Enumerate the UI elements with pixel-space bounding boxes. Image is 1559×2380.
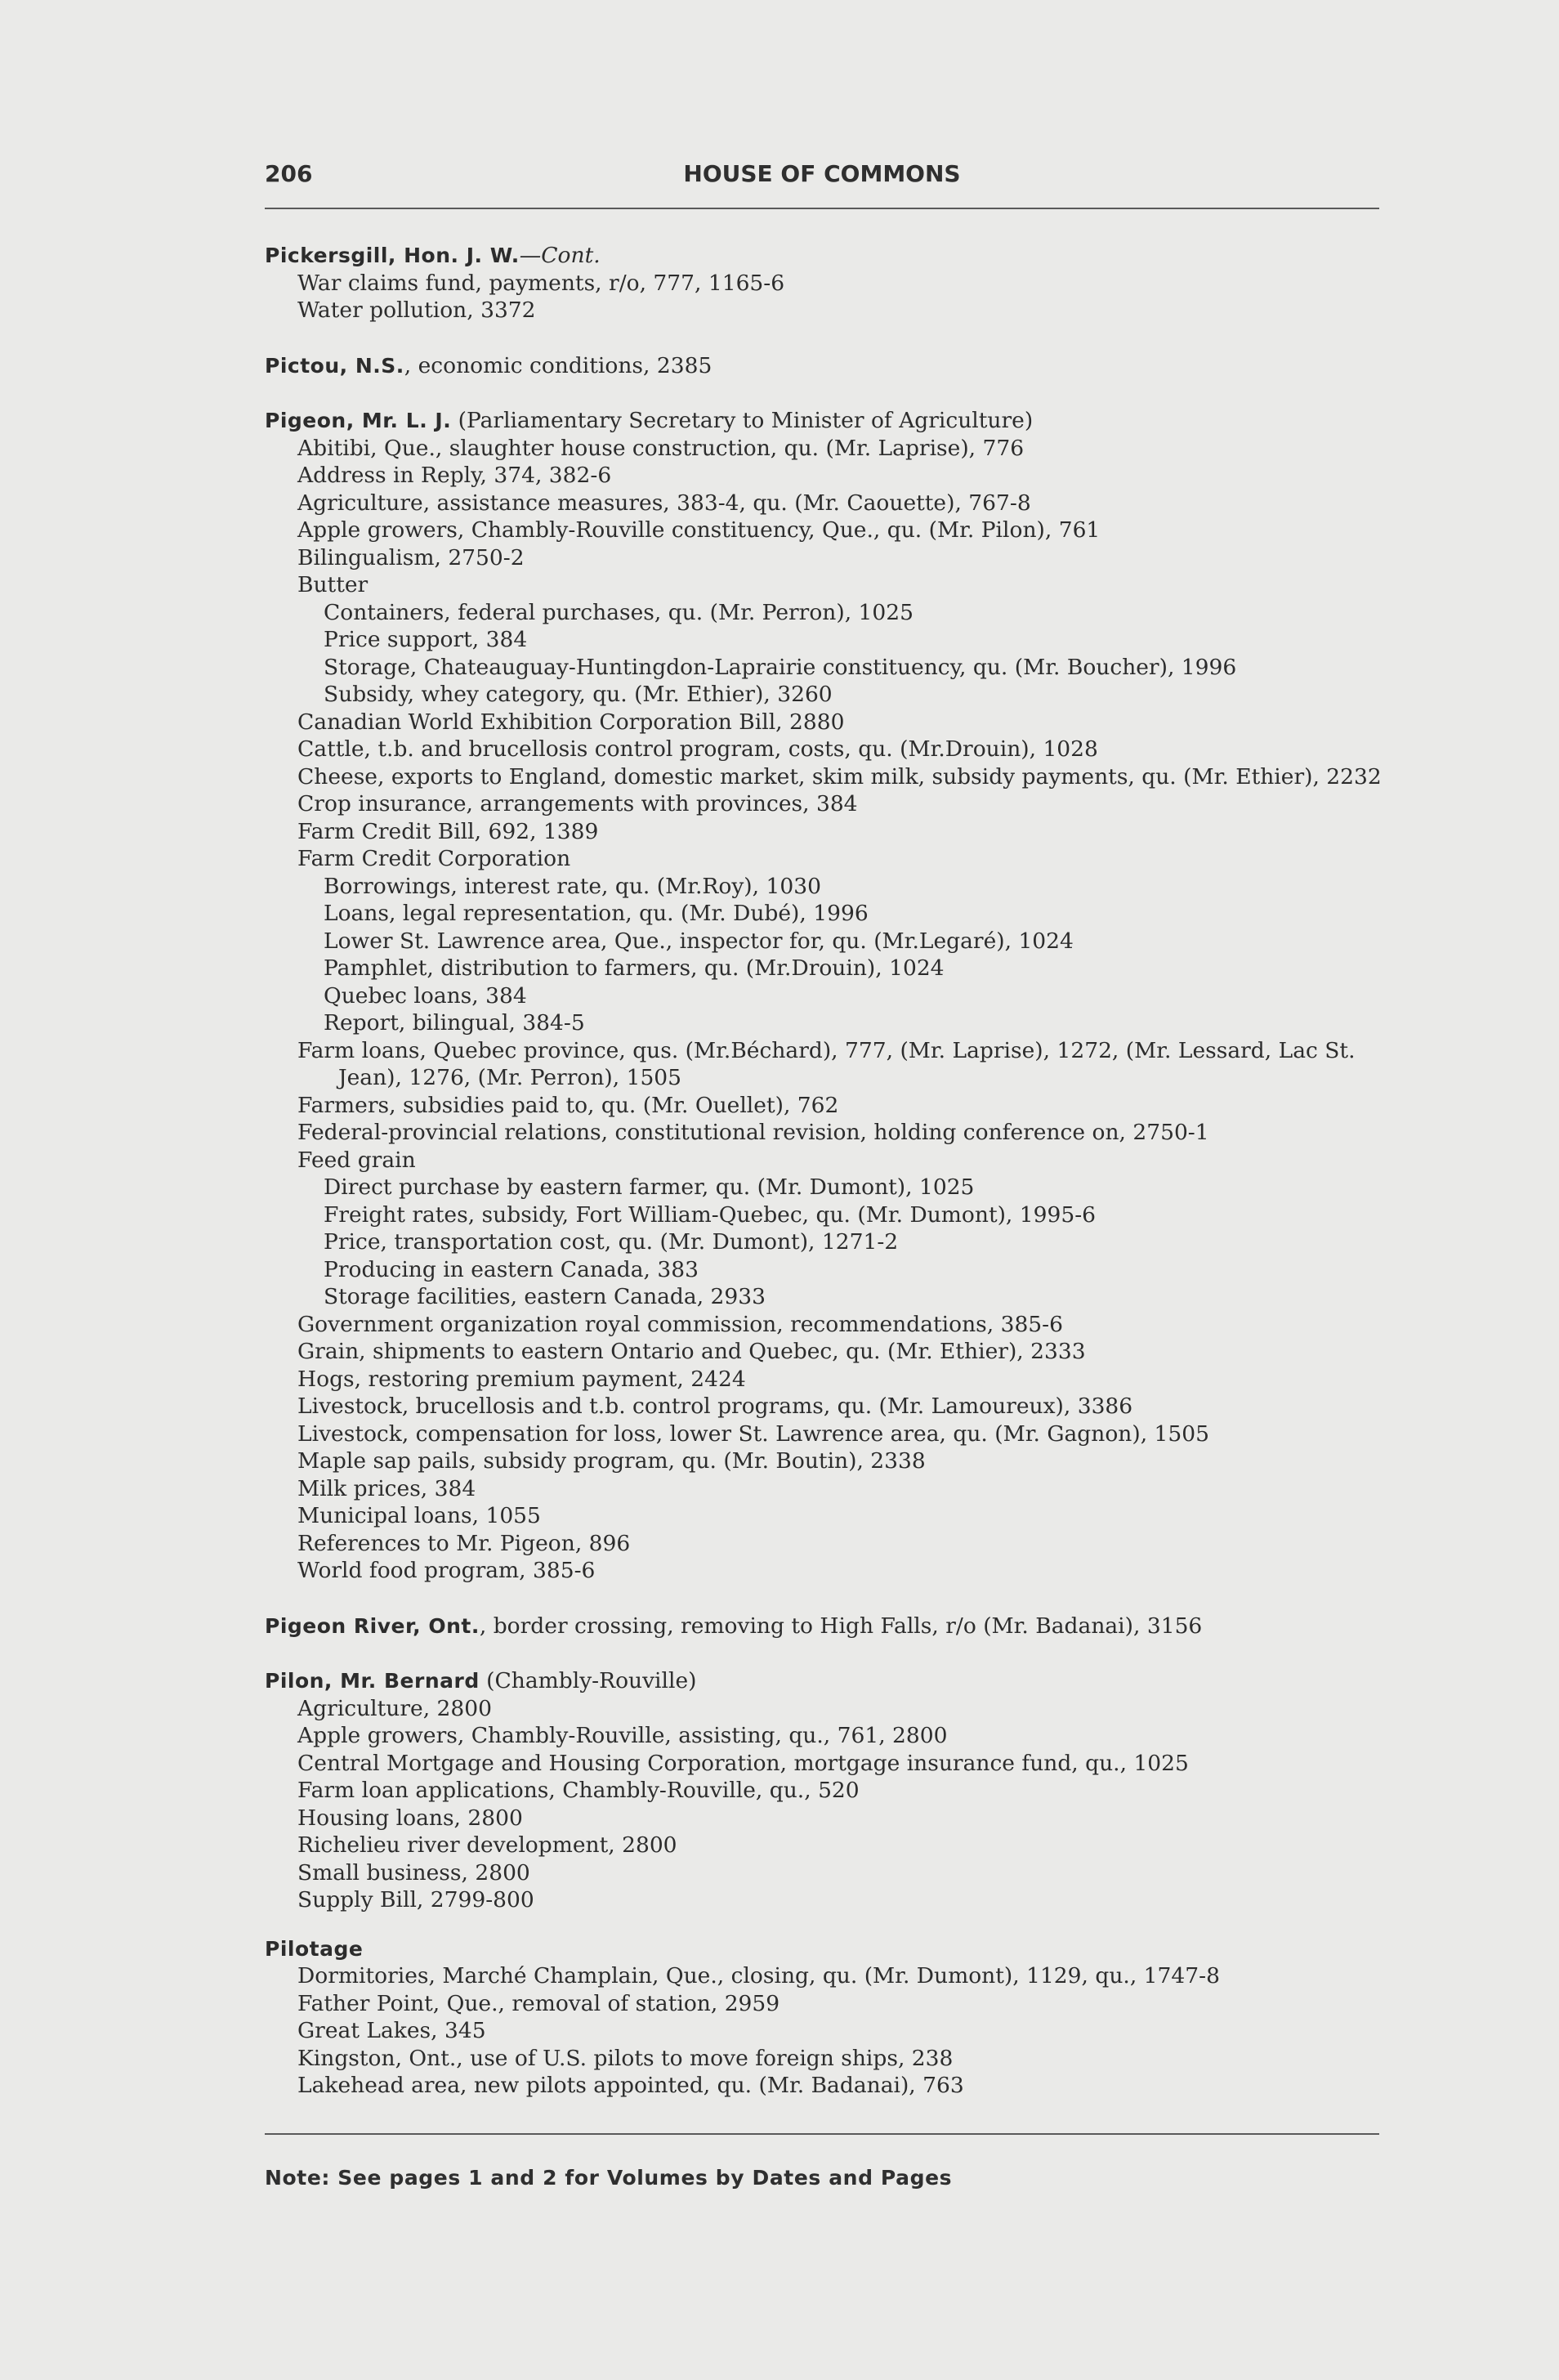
entry-name: Pigeon River, Ont. xyxy=(265,1613,480,1638)
entry-item: World food program, 385-6 xyxy=(297,1558,596,1583)
entry-item: Hogs, restoring premium payment, 2424 xyxy=(297,1366,746,1392)
entry-item: Bilingualism, 2750-2 xyxy=(297,544,525,570)
entry-name: Pickersgill, Hon. J. W. xyxy=(265,244,520,267)
entry-text: (Parliamentary Secretary to Minister of Agriculture) xyxy=(451,408,1034,433)
entry-item: Farm loans, Quebec province, qus. (Mr.Béchard), 777, (Mr. Laprise), 1272, (Mr. Lessard, Lac St. Jean), 1276, (Mr. Perron), 1505 xyxy=(297,1037,1356,1090)
entry-subitem: Pamphlet, distribution to farmers, qu. (Mr.Drouin), 1024 xyxy=(324,955,945,981)
entry-continued: —Cont. xyxy=(519,243,601,268)
index-entry xyxy=(265,1613,1400,1640)
entry-subitem: Loans, legal representation, qu. (Mr. Dubé), 1996 xyxy=(324,901,869,926)
entry-heading xyxy=(265,352,1400,380)
entry-subitem: Storage, Chateauguay-Huntingdon-Laprairie constituency, qu. (Mr. Boucher), 1996 xyxy=(324,654,1237,680)
entry-item: Farmers, subsidies paid to, qu. (Mr. Ouellet), 762 xyxy=(297,1092,839,1118)
entry-item: Agriculture, assistance measures, 383-4, qu. (Mr. Caouette), 767-8 xyxy=(297,490,1031,516)
entry-item: Feed grain xyxy=(297,1147,416,1173)
entry-item: Federal-provincial relations, constitutional revision, holding conference on, 2750-1 xyxy=(297,1120,1209,1145)
entry-item: Government organization royal commission, recommendations, 385-6 xyxy=(297,1311,1063,1337)
entry-subitem: Lower St. Lawrence area, Que., inspector for, qu. (Mr.Legaré), 1024 xyxy=(324,928,1074,954)
entry-subitem: Containers, federal purchases, qu. (Mr. Perron), 1025 xyxy=(324,599,914,625)
entry-item: Richelieu river development, 2800 xyxy=(297,1832,677,1858)
entry-item: Farm Credit Bill, 692, 1389 xyxy=(297,818,599,844)
entry-heading xyxy=(265,1935,1400,1963)
entry-subitem: Freight rates, subsidy, Fort William-Quebec, qu. (Mr. Dumont), 1995-6 xyxy=(324,1201,1097,1228)
entry-item: Small business, 2800 xyxy=(297,1859,530,1886)
entry-item: References to Mr. Pigeon, 896 xyxy=(297,1530,631,1556)
entry-item: Agriculture, 2800 xyxy=(297,1695,492,1721)
entry-heading xyxy=(265,407,1400,435)
entry-item: Dormitories, Marché Champlain, Que., closing, qu. (Mr. Dumont), 1129, qu., 1747-8 xyxy=(297,1963,1220,1989)
entry-item: Farm loan applications, Chambly-Rouville, qu., 520 xyxy=(297,1778,860,1803)
entry-item: Apple growers, Chambly-Rouville, assisting, qu., 761, 2800 xyxy=(297,1723,948,1748)
entry-heading xyxy=(265,242,1400,270)
entry-name: Pictou, N.S. xyxy=(265,353,404,378)
entry-item: Municipal loans, 1055 xyxy=(297,1503,541,1528)
entry-item: Water pollution, 3372 xyxy=(297,298,536,323)
footer-note: Note: See pages 1 and 2 for Volumes by Dates and Pages xyxy=(265,2166,953,2190)
entry-name: Pilotage xyxy=(265,1936,364,1961)
entry-subitem: Report, bilingual, 384-5 xyxy=(324,1010,585,1036)
entry-item: Crop insurance, arrangements with provinces, 384 xyxy=(297,791,858,816)
entry-item: Livestock, compensation for loss, lower St. Lawrence area, qu. (Mr. Gagnon), 1505 xyxy=(297,1420,1209,1447)
entry-heading xyxy=(265,1667,1400,1695)
entry-item: Kingston, Ont., use of U.S. pilots to move foreign ships, 238 xyxy=(297,2045,954,2071)
entry-subitem: Direct purchase by eastern farmer, qu. (Mr. Dumont), 1025 xyxy=(324,1174,975,1200)
entry-item: Canadian World Exhibition Corporation Bill, 2880 xyxy=(297,709,845,735)
entry-item: Farm Credit Corporation xyxy=(297,846,571,871)
entry-item: Cheese, exports to England, domestic market, skim milk, subsidy payments, qu. (Mr. Ethier), 2232 xyxy=(297,763,1382,790)
entry-name: Pilon, Mr. Bernard xyxy=(265,1669,480,1693)
entry-item: Great Lakes, 345 xyxy=(297,2018,486,2043)
entry-item: Maple sap pails, subsidy program, qu. (Mr. Boutin), 2338 xyxy=(297,1448,926,1474)
footer-rule xyxy=(265,2133,1379,2135)
entry-subitem: Subsidy, whey category, qu. (Mr. Ethier), 3260 xyxy=(324,682,833,707)
entry-text: , economic conditions, 2385 xyxy=(404,352,712,378)
header-rule xyxy=(265,208,1379,209)
index-entry xyxy=(265,1935,1400,2100)
entry-item: Housing loans, 2800 xyxy=(297,1805,523,1831)
entry-item: Cattle, t.b. and brucellosis control program, costs, qu. (Mr.Drouin), 1028 xyxy=(297,736,1098,762)
entry-subitem: Quebec loans, 384 xyxy=(324,982,527,1009)
entry-subitem: Price, transportation cost, qu. (Mr. Dumont), 1271-2 xyxy=(324,1229,899,1255)
entry-item: Central Mortgage and Housing Corporation, mortgage insurance fund, qu., 1025 xyxy=(297,1750,1189,1776)
entry-item: Supply Bill, 2799-800 xyxy=(297,1887,534,1912)
index-entry xyxy=(265,242,1400,324)
page-header xyxy=(265,152,1379,201)
entry-item: Address in Reply, 374, 382-6 xyxy=(297,463,612,488)
index-entry xyxy=(265,1667,1400,1914)
page-title: HOUSE OF COMMONS xyxy=(683,160,961,187)
entry-item: War claims fund, payments, r/o, 777, 1165-6 xyxy=(297,270,785,296)
entry-item: Milk prices, 384 xyxy=(297,1475,476,1501)
entry-subitem: Producing in eastern Canada, 383 xyxy=(324,1256,699,1282)
entry-item: Lakehead area, new pilots appointed, qu. (Mr. Badanai), 763 xyxy=(297,2073,964,2098)
entry-item: Apple growers, Chambly-Rouville constituency, Que., qu. (Mr. Pilon), 761 xyxy=(297,517,1101,543)
entry-item: Livestock, brucellosis and t.b. control programs, qu. (Mr. Lamoureux), 3386 xyxy=(297,1394,1133,1419)
entry-subitem: Storage facilities, eastern Canada, 2933 xyxy=(324,1284,766,1309)
page-number: 206 xyxy=(265,160,313,187)
entry-item: Butter xyxy=(297,572,369,597)
entry-item: Abitibi, Que., slaughter house construction, qu. (Mr. Laprise), 776 xyxy=(297,435,1025,461)
entry-subitem: Borrowings, interest rate, qu. (Mr.Roy), 1030 xyxy=(324,873,821,899)
entry-heading xyxy=(265,1613,1400,1640)
entry-item: Father Point, Que., removal of station, 2959 xyxy=(297,1990,780,2016)
index-entry xyxy=(265,352,1400,380)
entry-text: (Chambly-Rouville) xyxy=(479,1668,697,1693)
entry-text: , border crossing, removing to High Falls, r/o (Mr. Badanai), 3156 xyxy=(479,1613,1203,1639)
entry-subitem: Price support, 384 xyxy=(324,627,528,652)
entry-item: Grain, shipments to eastern Ontario and Quebec, qu. (Mr. Ethier), 2333 xyxy=(297,1339,1086,1364)
entry-name: Pigeon, Mr. L. J. xyxy=(265,409,452,432)
index-entry xyxy=(265,407,1400,1585)
index-content xyxy=(265,242,1400,2100)
